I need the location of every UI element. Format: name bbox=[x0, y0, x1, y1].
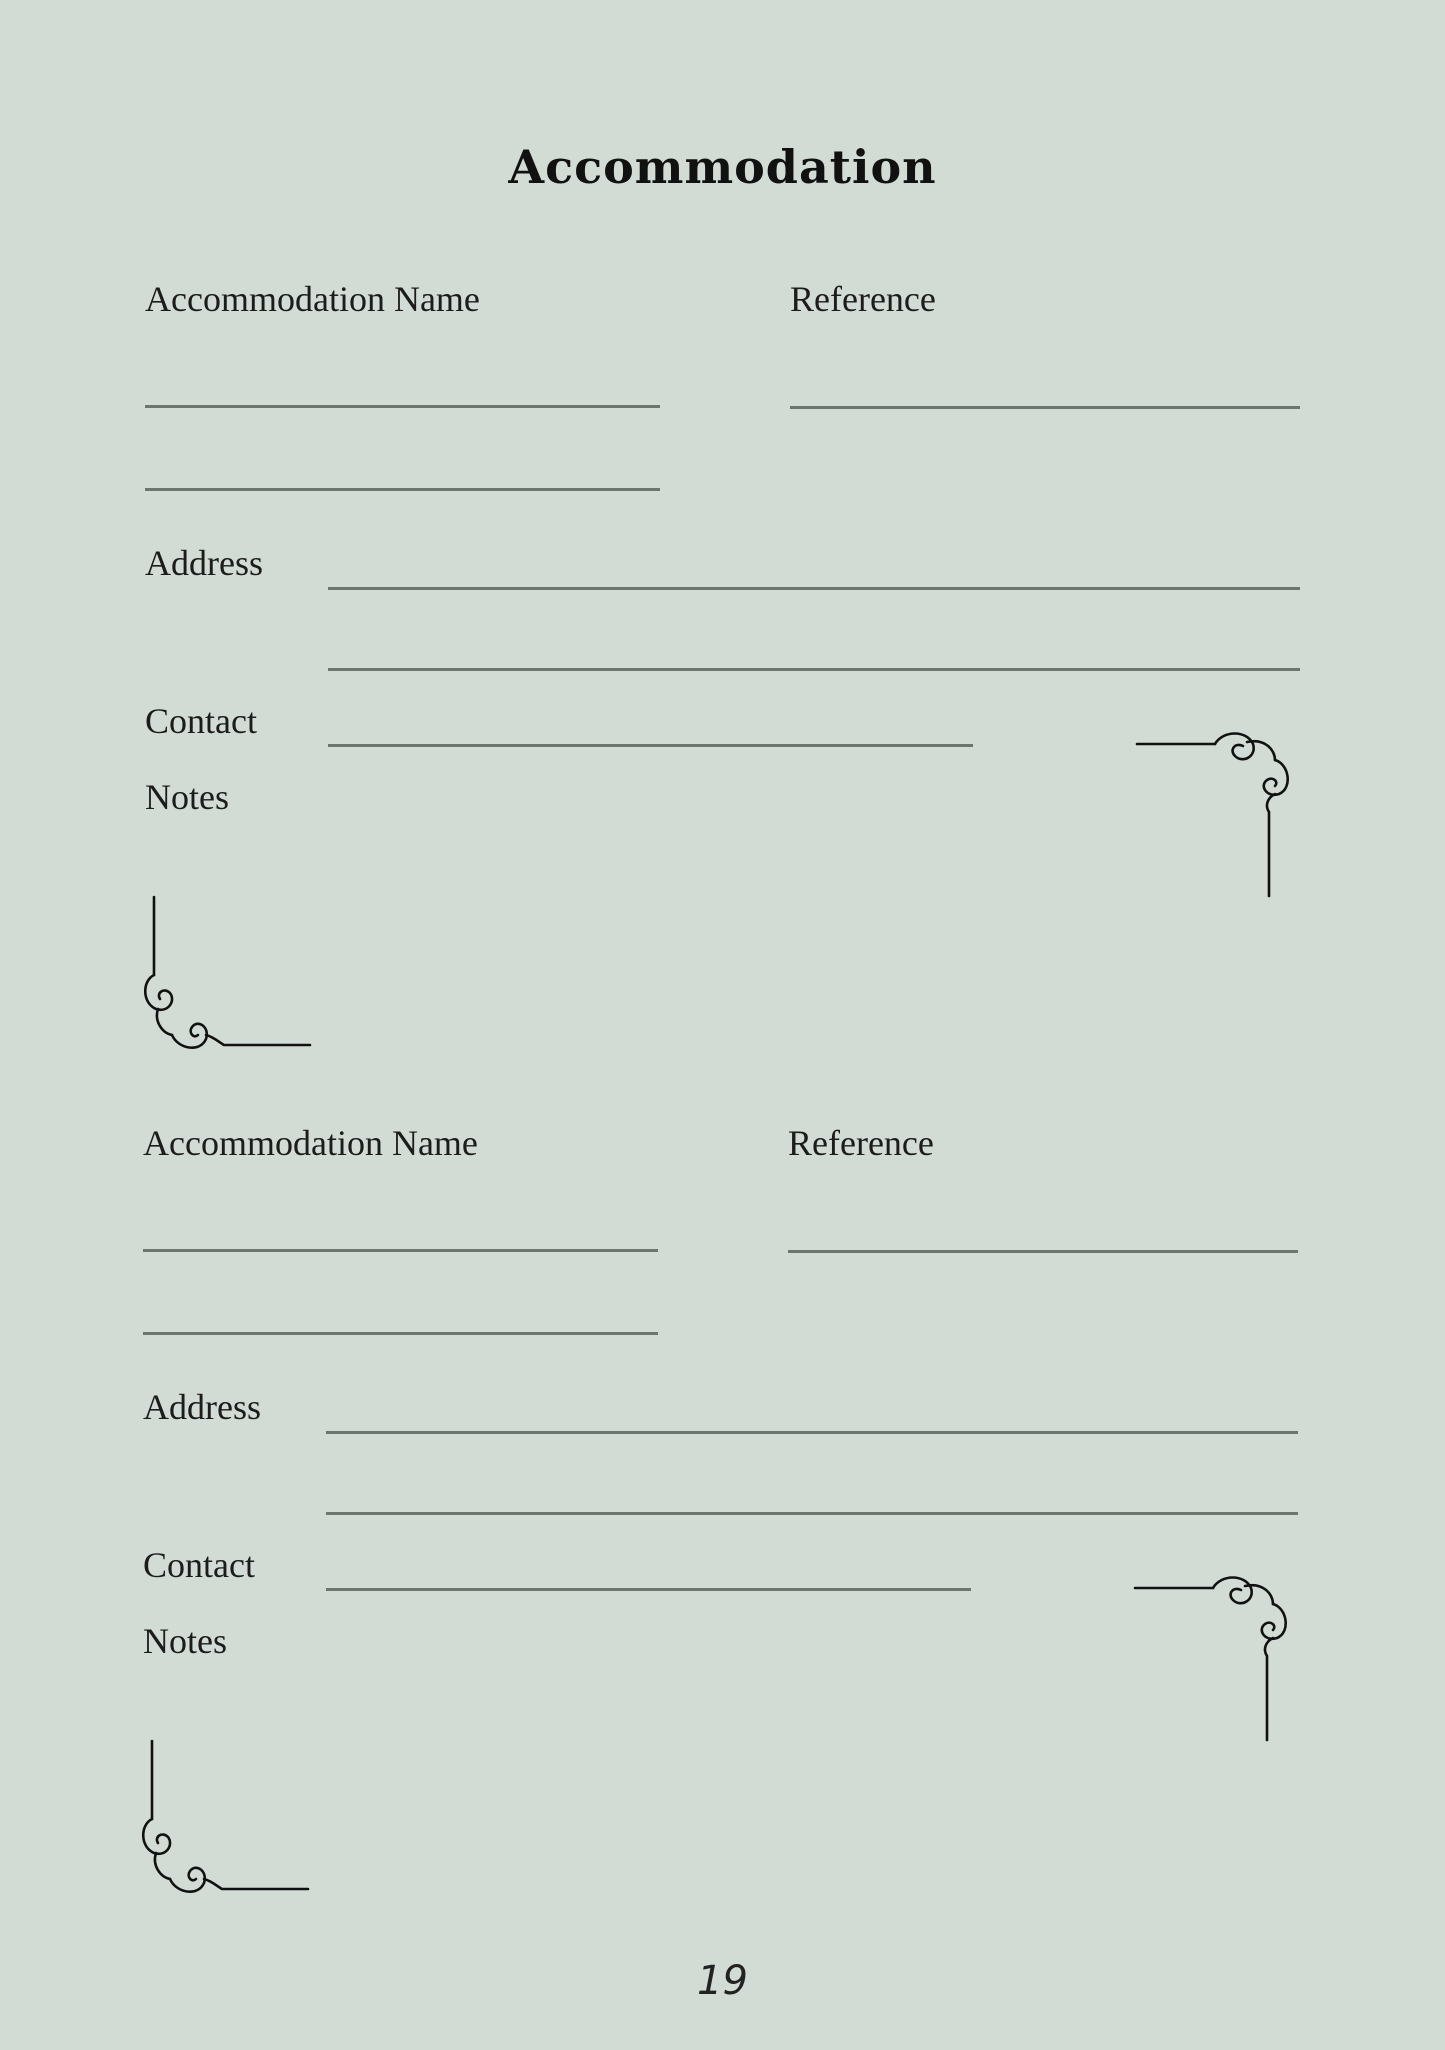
contact-line[interactable] bbox=[328, 744, 973, 747]
accommodation-name-label: Accommodation Name bbox=[143, 1123, 478, 1163]
address-label: Address bbox=[143, 1387, 261, 1427]
reference-label: Reference bbox=[788, 1123, 934, 1163]
address-line-2[interactable] bbox=[328, 668, 1300, 671]
accommodation-form-1 bbox=[0, 0, 1445, 845]
reference-line[interactable] bbox=[788, 1250, 1298, 1253]
notes-label: Notes bbox=[143, 1621, 227, 1661]
page-title: Accommodation bbox=[508, 140, 937, 194]
accommodation-name-line-2[interactable] bbox=[145, 488, 660, 491]
accommodation-name-line-1[interactable] bbox=[145, 405, 660, 408]
address-line-1[interactable] bbox=[328, 587, 1300, 590]
notes-label: Notes bbox=[145, 777, 229, 817]
flourish-corner-icon bbox=[140, 1739, 310, 1909]
reference-line[interactable] bbox=[790, 406, 1300, 409]
accommodation-name-line-2[interactable] bbox=[143, 1332, 658, 1335]
contact-line[interactable] bbox=[326, 1588, 971, 1591]
accommodation-name-line-1[interactable] bbox=[143, 1249, 658, 1252]
address-line-2[interactable] bbox=[326, 1512, 1298, 1515]
accommodation-name-label: Accommodation Name bbox=[145, 279, 480, 319]
address-line-1[interactable] bbox=[326, 1431, 1298, 1434]
contact-label: Contact bbox=[145, 701, 257, 741]
contact-label: Contact bbox=[143, 1545, 255, 1585]
reference-label: Reference bbox=[790, 279, 936, 319]
address-label: Address bbox=[145, 543, 263, 583]
page-number: 19 bbox=[697, 1958, 748, 2004]
accommodation-form-2 bbox=[0, 844, 1445, 1689]
flourish-corner-icon bbox=[1133, 1572, 1303, 1742]
